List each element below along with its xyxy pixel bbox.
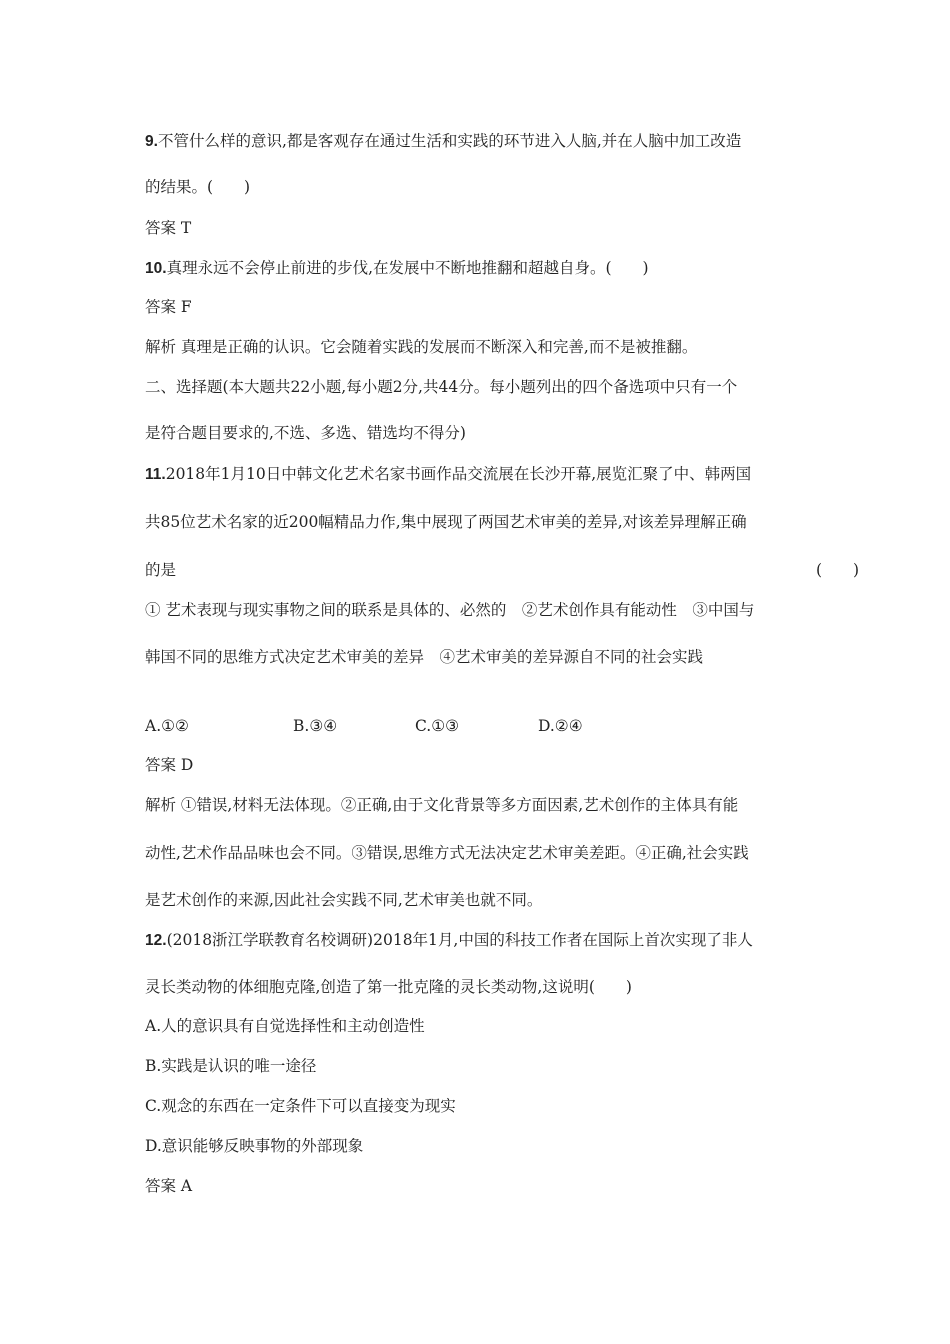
question-11-line-1: [145, 464, 751, 485]
question-11-option-d: D.②④: [538, 717, 583, 735]
question-12-option-d: D.意识能够反映事物的外部现象: [145, 1137, 364, 1155]
question-12-answer: 答案 A: [145, 1177, 193, 1195]
question-10-answer: 答案 F: [145, 298, 192, 316]
question-12-text-1: (2018浙江学联教育名校调研)2018年1月,中国的科技工作者在国际上首次实现了非人: [166, 931, 753, 949]
question-11-statements-line-1: ① 艺术表现与现实事物之间的联系是具体的、必然的 ②艺术创作具有能动性 ③中国与: [145, 601, 755, 619]
question-12-option-b: B.实践是认识的唯一途径: [145, 1057, 317, 1075]
question-10-analysis: 解析 真理是正确的认识。它会随着实践的发展而不断深入和完善,而不是被推翻。: [145, 338, 698, 356]
section-2-heading-line-1: 二、选择题(本大题共22小题,每小题2分,共44分。每小题列出的四个备选项中只有一个: [145, 378, 738, 396]
question-11-option-a: A.①②: [145, 717, 189, 735]
question-12-line-2: 灵长类动物的体细胞克隆,创造了第一批克隆的灵长类动物,这说明( ): [145, 978, 632, 996]
question-11-option-c: C.①③: [415, 717, 460, 735]
question-11-answer: 答案 D: [145, 756, 194, 774]
question-11-text-1: 2018年1月10日中韩文化艺术名家书画作品交流展在长沙开幕,展览汇聚了中、韩两国: [165, 465, 752, 483]
question-11-answer-bracket: ( ): [816, 561, 860, 579]
question-12-option-a: A.人的意识具有自觉选择性和主动创造性: [145, 1017, 425, 1035]
question-11-line-2: 共85位艺术名家的近200幅精品力作,集中展现了两国艺术审美的差异,对该差异理解正确: [145, 513, 747, 531]
question-11-analysis-line-1: 解析 ①错误,材料无法体现。②正确,由于文化背景等多方面因素,艺术创作的主体具有能: [145, 796, 739, 814]
section-2-heading-line-2: 是符合题目要求的,不选、多选、错选均不得分): [145, 424, 466, 442]
question-12-number: 12.: [145, 932, 167, 949]
question-11-line-3: 的是: [145, 561, 177, 579]
question-11-statements-line-2: 韩国不同的思维方式决定艺术审美的差异 ④艺术审美的差异源自不同的社会实践: [145, 648, 704, 666]
question-9-number: 9.: [145, 133, 158, 150]
question-9-line-2: 的结果。( ): [145, 178, 251, 196]
question-9-line-1: [145, 131, 741, 152]
question-12-line-1: [145, 930, 753, 951]
question-11-analysis-line-3: 是艺术创作的来源,因此社会实践不同,艺术审美也就不同。: [145, 891, 543, 909]
question-9-text-1: 不管什么样的意识,都是客观存在通过生活和实践的环节进入人脑,并在人脑中加工改造: [157, 132, 742, 150]
question-9-answer: 答案 T: [145, 219, 192, 237]
question-11-option-b: B.③④: [293, 717, 338, 735]
question-11-number: 11.: [145, 466, 166, 483]
question-10-text-1: 真理永远不会停止前进的步伐,在发展中不断地推翻和超越自身。( ): [166, 259, 649, 277]
question-10-line-1: [145, 258, 649, 279]
question-10-number: 10.: [145, 260, 167, 277]
question-12-option-c: C.观念的东西在一定条件下可以直接变为现实: [145, 1097, 456, 1115]
question-11-analysis-line-2: 动性,艺术作品品味也会不同。③错误,思维方式无法决定艺术审美差距。④正确,社会实践: [145, 844, 749, 862]
